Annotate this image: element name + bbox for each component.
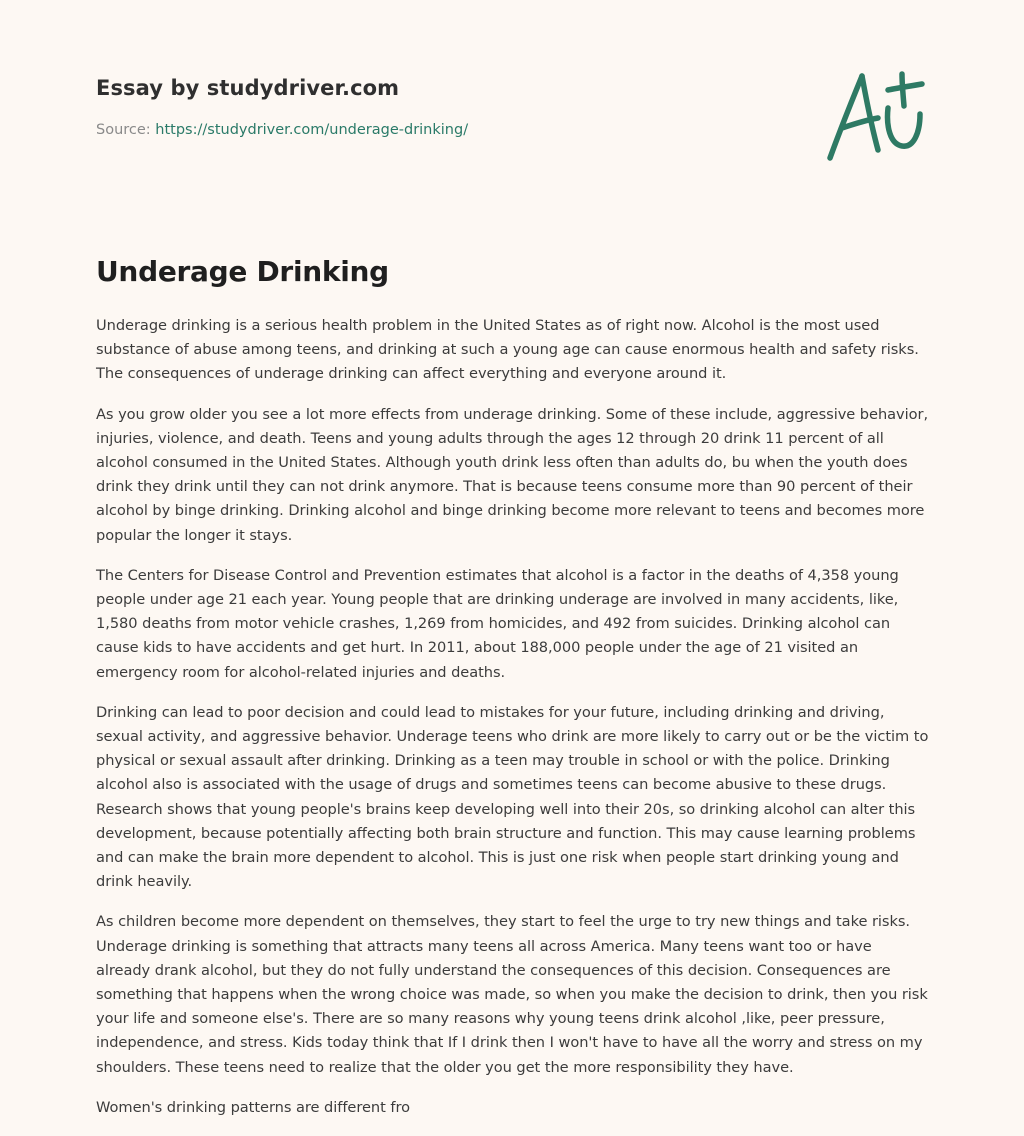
source-line — [96, 122, 936, 138]
a-plus-logo-icon — [822, 68, 928, 166]
essay-paragraph: As you grow older you see a lot more effects from underage drinking. Some of these include, aggressive behavior, injuries, violence, and death. Teens and young adults through the ages 12 through 20 drink 11 percent of all alcohol consumed in the United States. Although youth drink less often than adults do, bu when the youth does drink they drink until they can not drink anymore. That is because teens consume more than 90 percent of their alcohol by binge drinking. Drinking alcohol and binge drinking become more relevant to teens and becomes more popular the longer it stays. — [96, 405, 929, 544]
header — [96, 76, 936, 138]
essay-paragraph: Women's drinking patterns are different fro — [96, 1098, 410, 1116]
source-label: Source: — [96, 122, 151, 138]
site-title: Essay by studydriver.com — [96, 76, 400, 100]
source-link[interactable]: https://studydriver.com/underage-drinking/ — [155, 122, 469, 138]
essay-paragraph: Underage drinking is a serious health problem in the United States as of right now. Alcohol is the most used substance of abuse among teens, and drinking at such a young age can cause enormous health and safety risks. The consequences of underage drinking can affect everything and everyone around it. — [96, 317, 919, 383]
essay-title: Underage Drinking — [96, 255, 389, 288]
essay-paragraph: As children become more dependent on themselves, they start to feel the urge to try new things and take risks. Underage drinking is something that attracts many teens all across America. Many teens want too or have already drank alcohol, but they do not fully understand the consequences of this decision. Consequences are something that happens when the wrong choice was made, so when you make the decision to drink, then you risk your life and someone else's. There are so many reasons why young teens drink alcohol ,like, peer pressure, independence, and stress. Kids today think that If I drink then I won't have to have all the worry and stress on my shoulders. These teens need to realize that the older you get the more responsibility they have. — [96, 913, 928, 1076]
essay-body — [96, 314, 930, 1136]
essay-paragraph: The Centers for Disease Control and Prevention estimates that alcohol is a factor in the deaths of 4,358 young people under age 21 each year. Young people that are drinking underage are involved in many accidents, like, 1,580 deaths from motor vehicle crashes, 1,269 from homicides, and 492 from suicides. Drinking alcohol can cause kids to have accidents and get hurt. In 2011, about 188,000 people under the age of 21 visited an emergency room for alcohol-related injuries and deaths. — [96, 566, 899, 681]
essay-paragraph: Drinking can lead to poor decision and could lead to mistakes for your future, including drinking and driving, sexual activity, and aggressive behavior. Underage teens who drink are more likely to carry out or be the victim to physical or sexual assault after drinking. Drinking as a teen may trouble in school or with the police. Drinking alcohol also is associated with the usage of drugs and sometimes teens can become abusive to these drugs. Research shows that young people's brains keep developing well into their 20s, so drinking alcohol can alter this development, because potentially affecting both brain structure and function. This may cause learning problems and can make the brain more dependent to alcohol. This is just one risk when people start drinking young and drink heavily. — [96, 703, 929, 891]
